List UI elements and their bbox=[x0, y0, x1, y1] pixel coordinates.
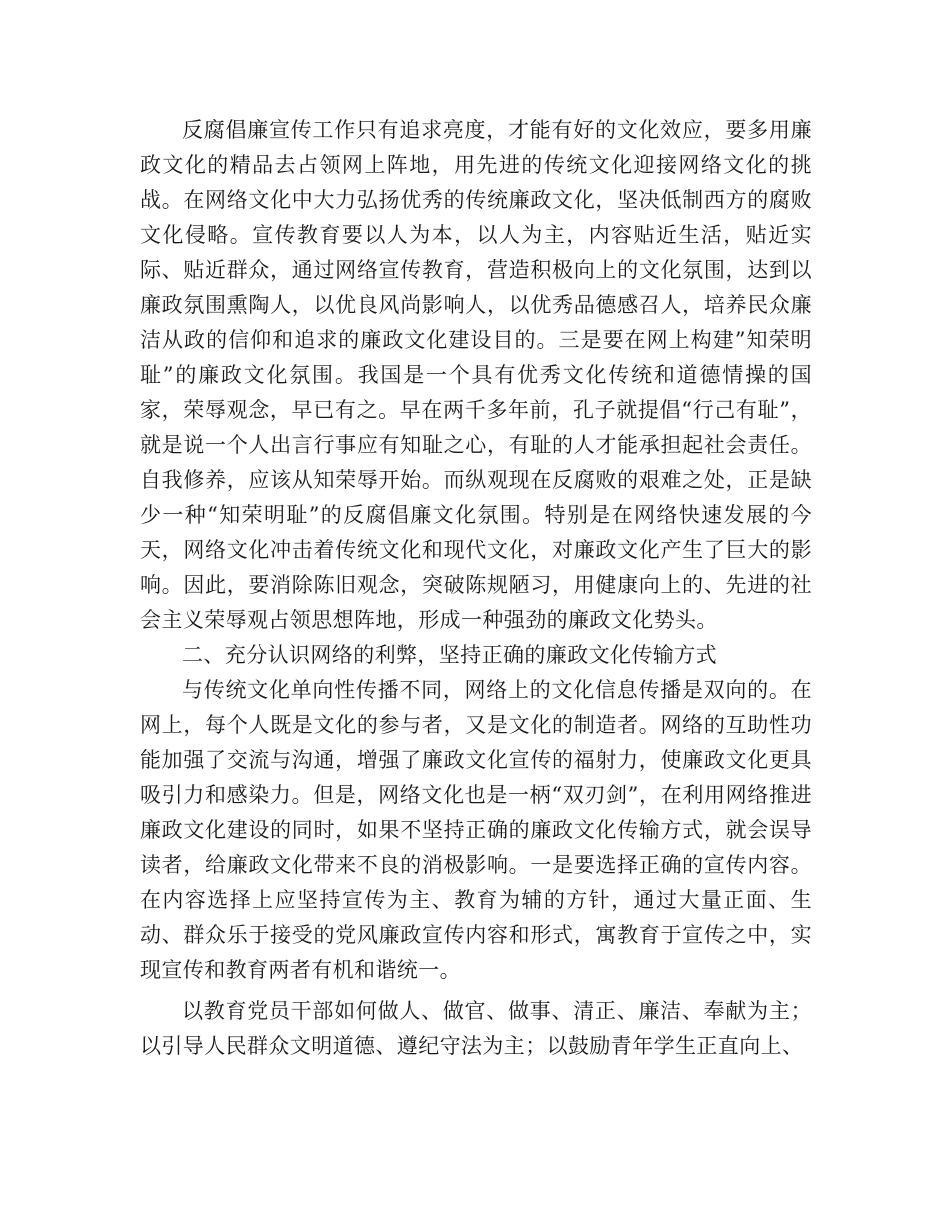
paragraph-anti-corruption-culture: 反腐倡廉宣传工作只有追求亮度，才能有好的文化效应，要多用廉政文化的精品去占领网上阵地，用先进的传统文化迎接网络文化的挑战。在网络文化中大力弘扬优秀的传统廉政文化，坚决低制西方的腐败文化侵略。宣传教育要以人为本，以人为主，内容贴近生活，贴近实际、贴近群众，通过网络宣传教育，营造积极向上的文化氛围，达到以廉政氛围熏陶人，以优良风尚影响人，以优秀品德感召人，培养民众廉洁从政的信仰和追求的廉政文化建设目的。三是要在网上构建”知荣明耻”的廉政文化氛围。我国是一个具有优秀文化传统和道德情操的国家，荣辱观念，早已有之。早在两千多年前，孔子就提倡“行己有耻”，就是说一个人出言行事应有知耻之心，有耻的人才能承担起社会责任。自我修养，应该从知荣辱开始。而纵观现在反腐败的艰难之处，正是缺少一种“知荣明耻”的反腐倡廉文化氛围。特别是在网络快速发展的今天，网络文化冲击着传统文化和现代文化，对廉政文化产生了巨大的影响。因此，要消除陈旧观念，突破陈规陋习，用健康向上的、先进的社会主义荣辱观占领思想阵地，形成一种强劲的廉政文化势头。 bbox=[140, 118, 812, 632]
section-heading-two: 二、充分认识网络的利弊，坚持正确的廉政文化传输方式 bbox=[182, 643, 717, 667]
paragraph-education-focus: 以教育党员干部如何做人、做官、做事、清正、廉洁、奉献为主；以引导人民群众文明道德、遵纪守法为主；以鼓励青年学生正直向上、 bbox=[140, 999, 812, 1058]
paragraph-network-transmission: 与传统文化单向性传播不同，网络上的文化信息传播是双向的。在网上，每个人既是文化的参与者，又是文化的制造者。网络的互助性功能加强了交流与沟通，增强了廉政文化宣传的福射力，使廉政文化更具吸引力和感染力。但是，网络文化也是一柄“双刃剑”，在利用网络推进廉政文化建设的同时，如果不坚持正确的廉政文化传输方式，就会误导读者，给廉政文化带来不良的消极影响。一是要选择正确的宣传内容。在内容选择上应坚持宣传为主、教育为辅的方针，通过大量正面、生动、群众乐于接受的党风廉政宣传内容和形式，寓教育于宣传之中，实现宣传和教育两者有机和谐统一。 bbox=[140, 678, 812, 982]
document-body bbox=[140, 113, 812, 1064]
